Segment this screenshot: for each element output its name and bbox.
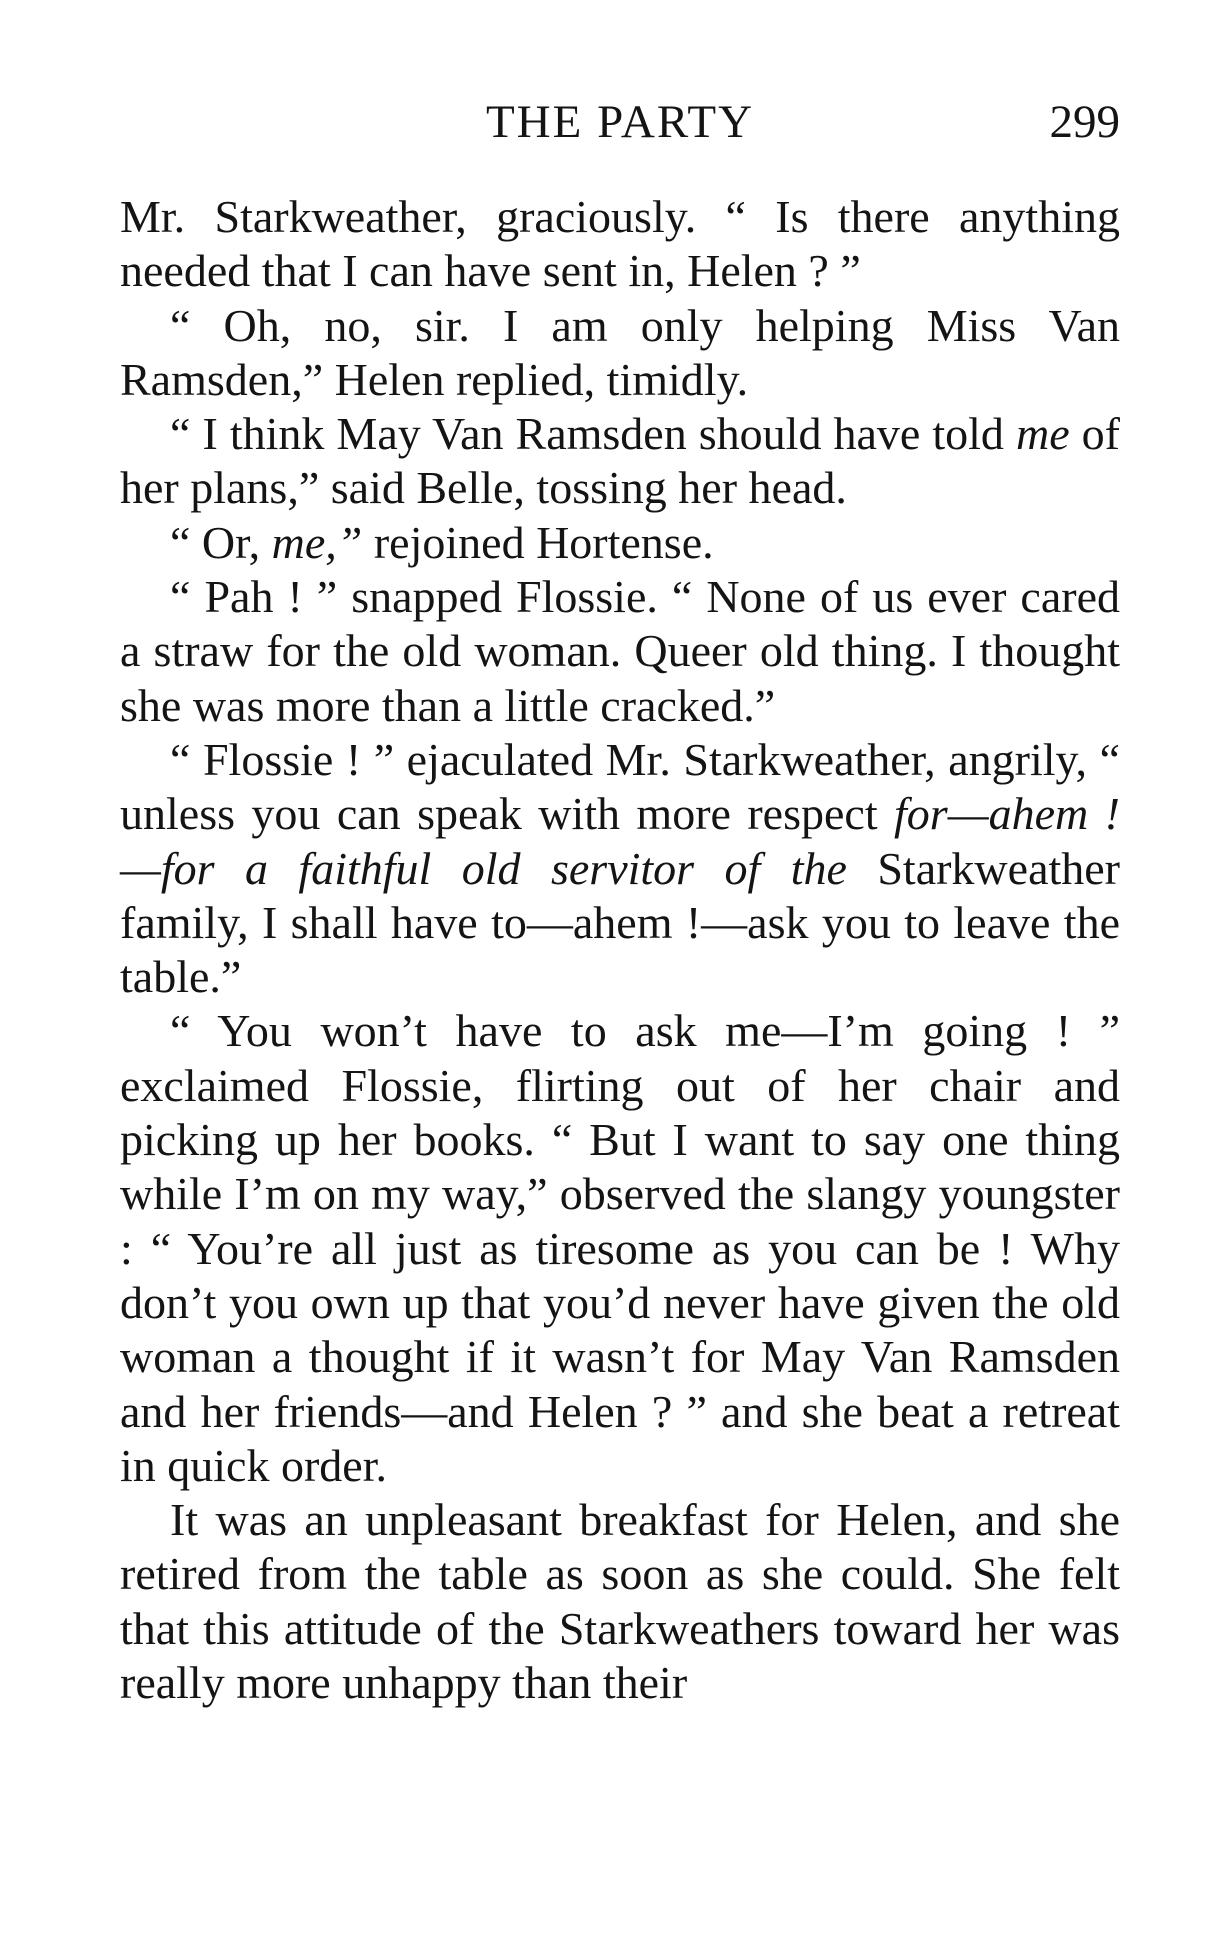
page-number: 299 — [1049, 96, 1120, 148]
paragraph-2: “ Oh, no, sir. I am only helping Miss Van Ramsden,” Helen replied, timidly. — [120, 299, 1120, 405]
paragraph-8: It was an unpleasant breakfast for Helen, and she retired from the table as soon as she could. She felt that this attitude of the Starkweathers toward her was really more unhappy than their — [120, 1494, 1120, 1709]
paragraph-6 — [120, 733, 1120, 1004]
paragraph-7: “ You won’t have to ask me—I’m going ! ” exclaimed Flossie, flirting out of her chair and picking up her books. “ But I want to say one thing while I’m on my way,” observed the slangy youngster : “ You’re all just as tiresome as you can be ! Why don’t you own up that you’d never have given the old woman a thought if it wasn’t for May Van Ramsden and her friends—and Helen ? ” and she beat a retreat in quick order. — [120, 1005, 1120, 1491]
paragraph-3-emphasis: me — [1015, 408, 1070, 460]
paragraph-5: “ Pah ! ” snapped Flossie. “ None of us ever cared a straw for the old woman. Queer old thing. I thought she was more than a little cracked.” — [120, 571, 1120, 731]
paragraph-6-emphasis: for—ahem !—for a faithful old servitor of the — [120, 788, 1120, 894]
paragraph-1: Mr. Starkweather, graciously. “ Is there anything needed that I can have sent in, Helen ? ” — [120, 191, 1120, 297]
running-head: THE PARTY — [485, 96, 755, 148]
paragraph-3-part-b: of her plans,” said Belle, tossing her head. — [120, 408, 1120, 514]
paragraph-6-part-b: Starkweather family, I shall have to—ahem !—ask you to leave the table.” — [120, 842, 1121, 1003]
paragraph-4-part-a: “ Or, — [170, 516, 272, 568]
body-text — [120, 190, 1120, 1710]
paragraph-6-part-a: “ Flossie ! ” ejaculated Mr. Starkweather, angrily, “ unless you can speak with more respect — [120, 733, 1120, 840]
paragraph-4-part-b: rejoined Hortense. — [362, 516, 714, 568]
paragraph-3 — [120, 407, 1120, 516]
paragraph-3-part-a: “ I think May Van Ramsden should have told — [170, 408, 1016, 460]
page-header — [120, 92, 1120, 152]
paragraph-4-emphasis: me,” — [271, 516, 363, 568]
paragraph-4 — [120, 516, 1120, 570]
